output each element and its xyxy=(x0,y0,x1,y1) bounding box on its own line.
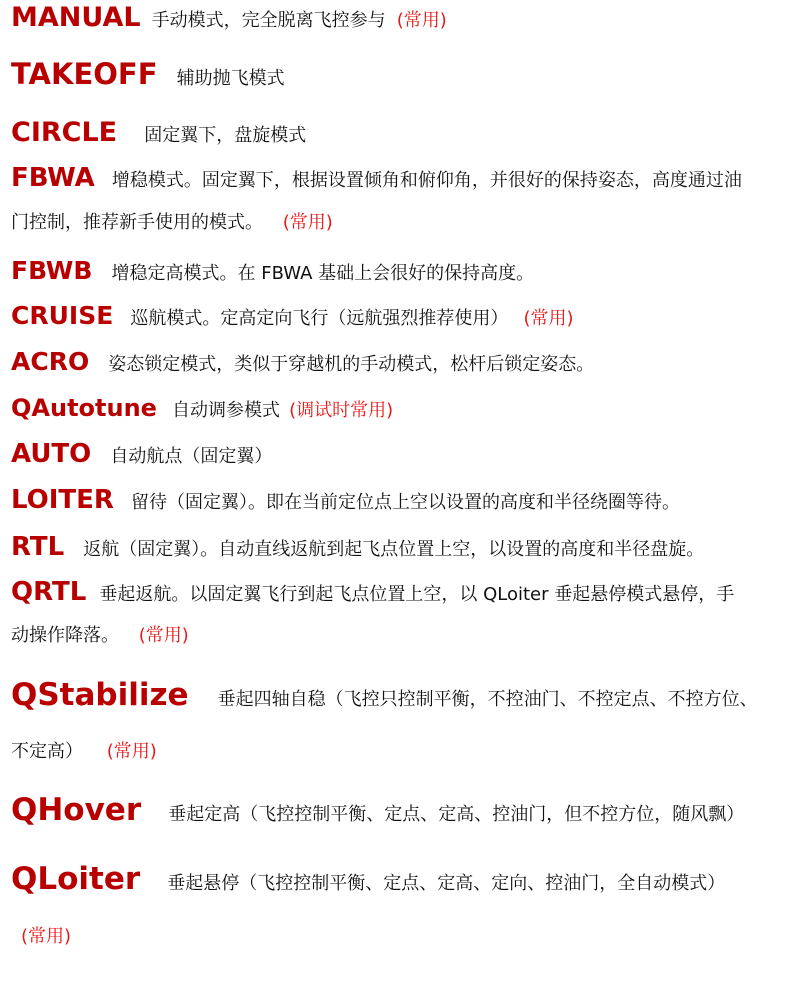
mode-name: CIRCLE xyxy=(11,117,118,148)
mode-description: 固定翼下，盘旋模式 xyxy=(144,125,307,146)
mode-name: QLoiter xyxy=(11,861,141,897)
mode-entry-acro xyxy=(11,349,782,374)
continued-text: 动操作降落。 xyxy=(11,625,119,646)
mode-entry-qrtl xyxy=(11,579,782,651)
mode-description: 自动航点（固定翼） xyxy=(110,446,273,467)
common-use-tag: (常用) xyxy=(21,926,72,947)
common-use-tag: (常用) xyxy=(282,212,333,233)
mode-name: RTL xyxy=(11,532,65,562)
mode-name: FBWA xyxy=(11,163,95,193)
mode-description: 垂起四轴自稳（飞控只控制平衡，不控油门、不控定点、不控方位、 xyxy=(217,689,758,710)
mode-entry-manual xyxy=(11,4,782,31)
common-use-tag: (常用) xyxy=(396,10,447,31)
mode-description: 增稳模式。固定翼下，根据设置倾角和俯仰角，并很好的保持姿态，高度通过油 xyxy=(111,170,742,191)
mode-entry-takeoff xyxy=(11,57,782,91)
mode-name: ACRO xyxy=(11,347,90,376)
mode-entry-rtl xyxy=(11,534,782,560)
mode-description: 辅助抛飞模式 xyxy=(176,68,285,89)
mode-name: QStabilize xyxy=(11,677,189,713)
mode-entry-qloiter xyxy=(11,861,782,950)
mode-name: TAKEOFF xyxy=(11,57,158,91)
common-use-tag: (常用) xyxy=(138,625,189,646)
continued-text: 不定高） xyxy=(11,741,83,762)
mode-name: QHover xyxy=(11,792,142,828)
mode-description: 自动调参模式 xyxy=(172,400,281,421)
mode-description-continued xyxy=(21,928,71,946)
mode-entry-qautotune xyxy=(11,396,782,420)
mode-name: AUTO xyxy=(11,439,92,469)
mode-description: 垂起悬停（飞控控制平衡、定点、定高、定向、控油门，全自动模式） xyxy=(167,873,726,894)
mode-description: 姿态锁定模式，类似于穿越机的手动模式，松杆后锁定姿态。 xyxy=(108,354,595,375)
mode-description: 留待（固定翼）。即在当前定位点上空以设置的高度和半径绕圈等待。 xyxy=(131,492,681,513)
common-use-tag: (常用) xyxy=(106,741,157,762)
mode-name: CRUISE xyxy=(11,301,114,330)
mode-name: QAutotune xyxy=(11,394,157,422)
mode-entry-loiter xyxy=(11,487,782,513)
mode-description: 垂起定高（飞控控制平衡、定点、定高、控油门，但不控方位，随风飘） xyxy=(168,804,745,825)
mode-description: 垂起返航。以固定翼飞行到起飞点位置上空，以 QLoiter 垂起悬停模式悬停，手 xyxy=(99,584,735,605)
mode-entry-auto xyxy=(11,441,782,467)
mode-entry-qstabilize xyxy=(11,677,782,766)
mode-description: 增稳定高模式。在 FBWA 基础上会很好的保持高度。 xyxy=(111,263,535,284)
mode-entry-qhover xyxy=(11,792,782,828)
mode-entry-circle xyxy=(11,119,782,146)
mode-description: 手动模式，完全脱离飞控参与 xyxy=(151,10,386,31)
mode-description: 巡航模式。定高定向飞行（远航强烈推荐使用） xyxy=(130,308,509,329)
mode-entry-cruise xyxy=(11,303,782,328)
mode-name: FBWB xyxy=(11,256,93,285)
mode-name: LOITER xyxy=(11,485,114,515)
common-use-tag: (调试时常用) xyxy=(289,400,394,421)
mode-description-continued xyxy=(11,743,157,761)
mode-entry-fbwa xyxy=(11,165,782,241)
mode-name: QRTL xyxy=(11,577,87,607)
mode-description-continued xyxy=(11,214,333,232)
mode-description-continued xyxy=(11,627,189,645)
mode-entry-fbwb xyxy=(11,258,782,283)
mode-description: 返航（固定翼）。自动直线返航到起飞点位置上空，以设置的高度和半径盘旋。 xyxy=(83,539,705,560)
mode-name: MANUAL xyxy=(11,2,141,33)
continued-text: 门控制，推荐新手使用的模式。 xyxy=(11,212,263,233)
common-use-tag: (常用) xyxy=(523,308,574,329)
